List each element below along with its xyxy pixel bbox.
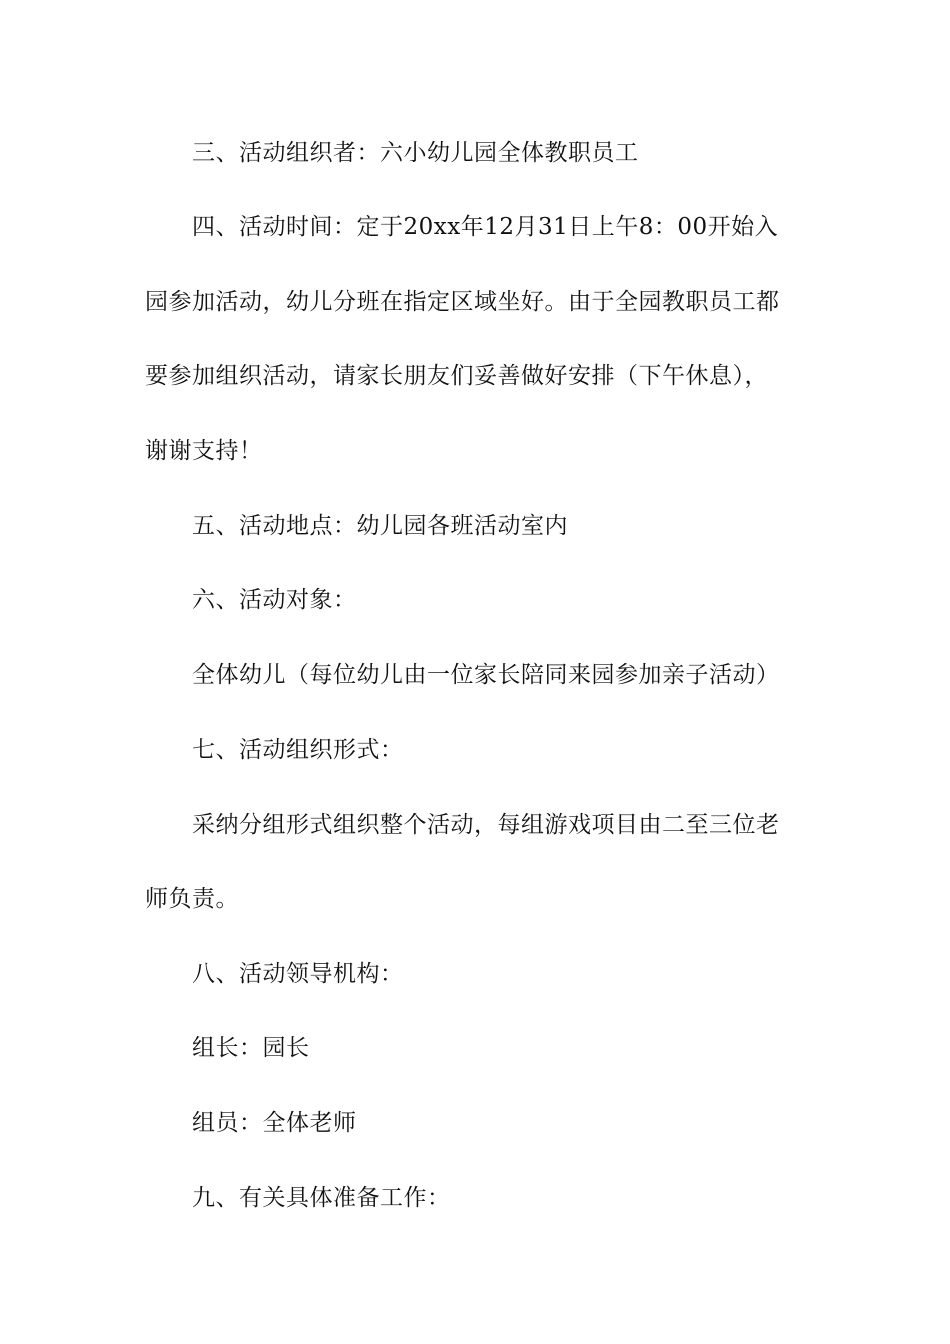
section-leadership-heading: 八、活动领导机构： [192, 961, 404, 987]
section-participants-detail: 全体幼儿（每位幼儿由一位家长陪同来园参加亲子活动） [192, 662, 780, 688]
leadership-members: 组员：全体老师 [192, 1110, 357, 1136]
section-preparation-heading: 九、有关具体准备工作： [192, 1185, 451, 1211]
section-format-heading: 七、活动组织形式： [192, 737, 404, 763]
section-time-line-4: 谢谢支持！ [145, 438, 263, 464]
section-time-line-3: 要参加组织活动，请家长朋友们妥善做好安排（下午休息）， [145, 363, 768, 389]
leadership-leader: 组长：园长 [192, 1035, 310, 1061]
section-format-detail-line-1: 采纳分组形式组织整个活动，每组游戏项目由二至三位老 [192, 812, 780, 838]
section-time-line-1: 四、活动时间：定于20xx年12月31日上午8：00开始入 [192, 214, 779, 240]
section-time-line-2: 园参加活动，幼儿分班在指定区域坐好。由于全园教职员工都 [145, 289, 780, 315]
section-location: 五、活动地点：幼儿园各班活动室内 [192, 513, 568, 539]
section-format-detail-line-2: 师负责。 [145, 886, 239, 912]
section-organizer: 三、活动组织者：六小幼儿园全体教职员工 [192, 140, 639, 166]
section-participants-heading: 六、活动对象： [192, 587, 357, 613]
